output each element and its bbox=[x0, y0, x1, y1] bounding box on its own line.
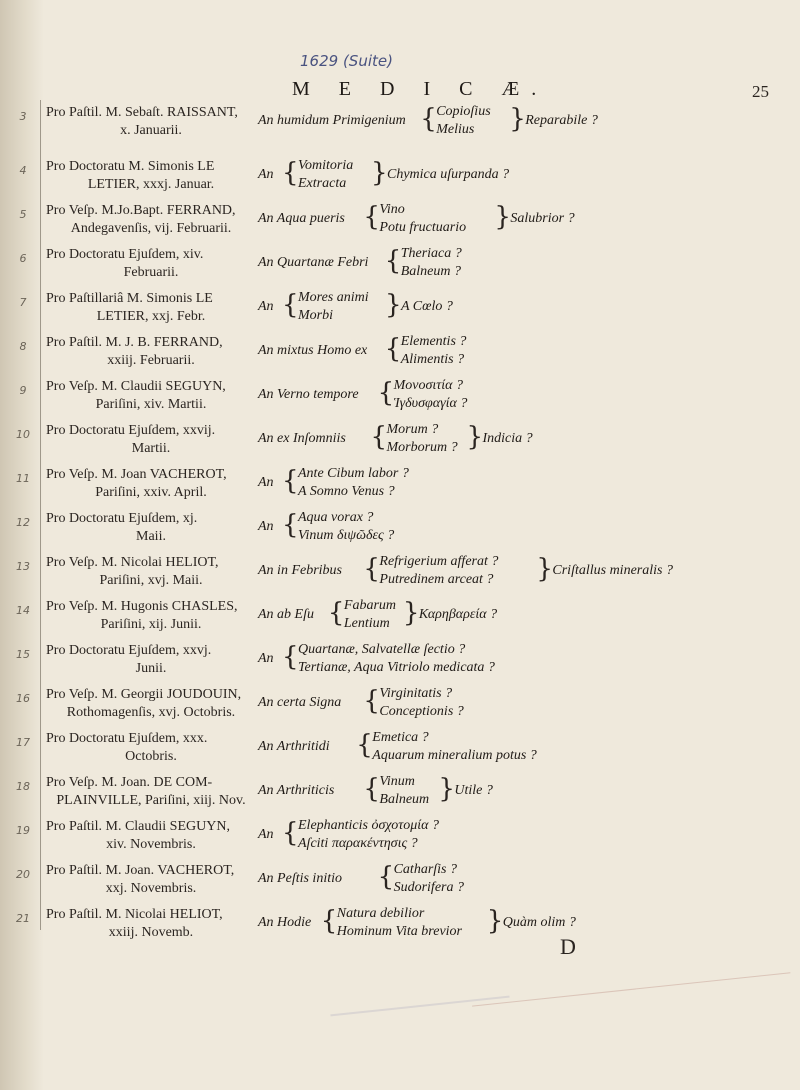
margin-number: 3 bbox=[19, 110, 27, 123]
question-option-2: Tertianæ, Aqua Vitriolo medicata ? bbox=[298, 660, 495, 675]
question-option-1: Catharſis ? bbox=[393, 862, 457, 877]
right-brace: } bbox=[509, 104, 526, 134]
question-option-2: Balneum bbox=[379, 792, 430, 807]
right-brace: } bbox=[371, 158, 388, 188]
thesis-presider bbox=[46, 422, 256, 458]
question-stem: An mixtus Homo ex bbox=[258, 343, 368, 358]
right-brace: } bbox=[438, 774, 455, 804]
presider-line-2: Andegavenſis, vij. Februarii. bbox=[70, 221, 232, 236]
signature-mark: D bbox=[560, 934, 576, 959]
right-brace: } bbox=[494, 202, 511, 232]
right-brace: } bbox=[385, 290, 402, 320]
question-option-2: Conceptionis ? bbox=[379, 704, 464, 719]
presider-line-2: x. Januarii. bbox=[120, 123, 182, 138]
question-option-1: Emetica ? bbox=[372, 730, 429, 745]
thesis-presider bbox=[46, 158, 256, 194]
presider-line-2: Rothomagenſis, xvj. Octobris. bbox=[66, 705, 236, 720]
left-brace: { bbox=[363, 554, 380, 584]
left-brace: { bbox=[356, 730, 373, 760]
margin-number: 19 bbox=[16, 824, 30, 837]
question-option-1: Mores animi bbox=[298, 290, 369, 305]
question-stem: An humidum Primigenium bbox=[258, 113, 406, 128]
question-stem: An Hodie bbox=[258, 915, 312, 930]
thesis-presider bbox=[46, 598, 256, 634]
presider-line-2: Pariſini, xiv. Martii. bbox=[95, 397, 207, 412]
question-predicate: Criſtallus mineralis ? bbox=[552, 563, 673, 578]
presider-line-2: xiv. Novembris. bbox=[106, 837, 196, 852]
presider-line-1: Pro Doctoratu Ejuſdem, xxvj. bbox=[46, 643, 212, 658]
question-option-2: A Somno Venus ? bbox=[298, 484, 395, 499]
thesis-presider bbox=[46, 466, 256, 502]
question-stem: An ab Eſu bbox=[258, 607, 314, 622]
left-brace: { bbox=[370, 422, 388, 452]
presider-line-2: xxiij. Februarii. bbox=[107, 353, 195, 368]
left-brace: { bbox=[363, 686, 380, 716]
margin-number: 20 bbox=[16, 868, 30, 881]
question-stem: An bbox=[258, 519, 274, 534]
question-option-2: Alimentis ? bbox=[400, 352, 465, 367]
right-brace: } bbox=[466, 422, 484, 452]
margin-number: 9 bbox=[19, 384, 27, 397]
question-stem: An bbox=[258, 827, 274, 842]
question-predicate: Utile ? bbox=[454, 783, 493, 798]
margin-rule bbox=[40, 100, 41, 930]
question-option-2: Potu fructuario bbox=[379, 220, 467, 235]
question-option-1: Morum ? bbox=[386, 422, 439, 437]
question-option-1: Aqua vorax ? bbox=[298, 510, 374, 525]
thesis-presider bbox=[46, 104, 256, 140]
question-option-2: Lentium bbox=[343, 616, 390, 631]
page-title: M E D I C Æ. bbox=[292, 78, 549, 100]
presider-line-1: Pro Paſtillariâ M. Simonis LE bbox=[46, 291, 213, 306]
question-predicate: Quàm olim ? bbox=[502, 915, 576, 930]
right-brace: } bbox=[486, 906, 504, 936]
question-option-1: Virginitatis ? bbox=[379, 686, 453, 701]
left-brace: { bbox=[282, 818, 299, 848]
question-predicate: A Cœlo ? bbox=[401, 299, 453, 314]
thesis-presider bbox=[46, 378, 256, 414]
presider-line-1: Pro Doctoratu M. Simonis LE bbox=[46, 159, 215, 174]
question-stem: An Arthritidi bbox=[258, 739, 330, 754]
question-option-1: Refrigerium afferat ? bbox=[379, 554, 499, 569]
question-stem: An ex Inſomniis bbox=[258, 431, 346, 446]
question-predicate: Reparabile ? bbox=[525, 113, 598, 128]
question-option-1: Vino bbox=[379, 202, 405, 217]
question-stem: An bbox=[258, 475, 274, 490]
presider-line-1: Pro Doctoratu Ejuſdem, xiv. bbox=[46, 247, 204, 262]
question-stem: An bbox=[258, 167, 274, 182]
question-option-1: Theriaca ? bbox=[400, 246, 462, 261]
thesis-presider bbox=[46, 642, 256, 678]
question-stem: An Aqua pueris bbox=[258, 211, 345, 226]
question-stem: An certa Signa bbox=[258, 695, 342, 710]
left-brace: { bbox=[384, 246, 402, 276]
thesis-presider bbox=[46, 818, 256, 854]
left-brace: { bbox=[282, 158, 299, 188]
thesis-presider bbox=[46, 202, 256, 238]
thesis-presider bbox=[46, 774, 256, 810]
presider-line-2: PLAINVILLE, Pariſini, xiij. Nov. bbox=[56, 793, 246, 808]
left-brace: { bbox=[327, 598, 345, 628]
question-option-2: Balneum ? bbox=[400, 264, 461, 279]
presider-line-1: Pro Paſtil. M. Nicolai HELIOT, bbox=[46, 907, 223, 922]
question-option-1: Vomitoria bbox=[298, 158, 354, 173]
presider-line-2: Februarii. bbox=[123, 265, 179, 280]
presider-line-2: Pariſini, xxiv. April. bbox=[95, 485, 207, 500]
presider-line-1: Pro Paſtil. M. Claudii SEGUYN, bbox=[46, 819, 230, 834]
left-brace: { bbox=[282, 642, 299, 672]
question-predicate: Chymica uſurpanda ? bbox=[387, 167, 510, 182]
question-stem: An bbox=[258, 299, 274, 314]
margin-number: 12 bbox=[16, 516, 30, 529]
question-option-2: Morborum ? bbox=[386, 440, 458, 455]
presider-line-1: Pro Doctoratu Ejuſdem, xj. bbox=[46, 511, 198, 526]
margin-number: 6 bbox=[19, 252, 27, 265]
question-option-2: Morbi bbox=[298, 308, 333, 323]
presider-line-1: Pro Veſp. M. Nicolai HELIOT, bbox=[46, 555, 219, 570]
question-option-2: Ἱγδυσφαγία ? bbox=[393, 396, 468, 411]
presider-line-1: Pro Paſtil. M. Sebaſt. RAISSANT, bbox=[46, 105, 238, 120]
presider-line-2: Martii. bbox=[131, 441, 171, 456]
margin-number: 11 bbox=[16, 472, 30, 485]
question-option-2: Aſciti παρακέντησις ? bbox=[298, 836, 418, 851]
question-option-1: Μονοσιτία ? bbox=[393, 378, 464, 393]
left-brace: { bbox=[363, 202, 380, 232]
presider-line-1: Pro Veſp. M. Georgii JOUDOUIN, bbox=[46, 687, 242, 702]
presider-line-2: LETIER, xxxj. Januar. bbox=[87, 177, 215, 192]
presider-line-1: Pro Paſtil. M. J. B. FERRAND, bbox=[46, 335, 223, 350]
question-option-1: Copioſius bbox=[436, 104, 491, 119]
presider-line-1: Pro Veſp. M. Hugonis CHASLES, bbox=[46, 599, 238, 614]
presider-line-1: Pro Veſp. M. Joan VACHEROT, bbox=[46, 467, 227, 482]
margin-number: 4 bbox=[19, 164, 27, 177]
left-brace: { bbox=[420, 104, 437, 134]
question-option-1: Ante Cibum labor ? bbox=[298, 466, 409, 481]
faded-stamp bbox=[470, 948, 791, 1006]
margin-number: 10 bbox=[16, 428, 30, 441]
thesis-presider bbox=[46, 730, 256, 766]
thesis-presider bbox=[46, 246, 256, 282]
presider-line-1: Pro Doctoratu Ejuſdem, xxx. bbox=[46, 731, 208, 746]
margin-number: 13 bbox=[16, 560, 30, 573]
presider-line-2: LETIER, xxj. Febr. bbox=[96, 309, 206, 324]
question-option-2: Aquarum mineralium potus ? bbox=[372, 748, 537, 763]
presider-line-2: Pariſini, xij. Junii. bbox=[100, 617, 202, 632]
margin-number: 16 bbox=[16, 692, 30, 705]
margin-number: 14 bbox=[16, 604, 30, 617]
thesis-presider bbox=[46, 510, 256, 546]
question-option-1: Elementis ? bbox=[400, 334, 467, 349]
question-stem: An Quartanæ Febri bbox=[258, 255, 369, 270]
thesis-presider bbox=[46, 554, 256, 590]
question-stem: An Arthriticis bbox=[258, 783, 335, 798]
question-stem: An Peſtis initio bbox=[258, 871, 342, 886]
presider-line-1: Pro Doctoratu Ejuſdem, xxvij. bbox=[46, 423, 216, 438]
left-brace: { bbox=[320, 906, 338, 936]
question-option-2: Extracta bbox=[298, 176, 347, 191]
presider-line-2: xxj. Novembris. bbox=[105, 881, 197, 896]
margin-number: 17 bbox=[16, 736, 30, 749]
question-stem: An bbox=[258, 651, 274, 666]
left-brace: { bbox=[282, 466, 299, 496]
right-brace: } bbox=[536, 554, 553, 584]
thesis-presider bbox=[46, 862, 256, 898]
question-stem: An Verno tempore bbox=[258, 387, 359, 402]
question-predicate: Salubrior ? bbox=[510, 211, 575, 226]
question-stem: An in Febribus bbox=[258, 563, 342, 578]
thesis-presider bbox=[46, 334, 256, 370]
margin-number: 5 bbox=[19, 208, 27, 221]
thesis-presider bbox=[46, 906, 256, 942]
margin-number: 15 bbox=[16, 648, 30, 661]
question-option-2: Vinum διψῶδες ? bbox=[298, 528, 395, 543]
left-brace: { bbox=[282, 290, 299, 320]
left-brace: { bbox=[363, 774, 380, 804]
margin-number: 18 bbox=[16, 780, 30, 793]
margin-number: 7 bbox=[19, 296, 27, 309]
presider-line-2: Pariſini, xvj. Maii. bbox=[99, 573, 203, 588]
question-predicate: Καρηβαρεία ? bbox=[418, 607, 498, 622]
left-brace: { bbox=[282, 510, 299, 540]
question-option-2: Melius bbox=[436, 122, 475, 137]
question-option-1: Quartanæ, Salvatellæ ſectio ? bbox=[298, 642, 466, 657]
faded-stamp-line bbox=[330, 996, 509, 1017]
question-option-2: Putredinem arceat ? bbox=[379, 572, 494, 587]
question-option-1: Fabarum bbox=[343, 598, 397, 613]
folio-number: 25 bbox=[752, 82, 769, 101]
presider-line-1: Pro Veſp. M.Jo.Bapt. FERRAND, bbox=[46, 203, 236, 218]
margin-number: 8 bbox=[19, 340, 27, 353]
thesis-presider bbox=[46, 686, 256, 722]
presider-line-1: Pro Paſtil. M. Joan. VACHEROT, bbox=[46, 863, 235, 878]
presider-line-2: Junii. bbox=[135, 661, 167, 676]
left-brace: { bbox=[377, 378, 395, 408]
question-option-2: Hominum Vita brevior bbox=[336, 924, 463, 939]
question-predicate: Indicia ? bbox=[482, 431, 533, 446]
presider-line-2: Maii. bbox=[136, 529, 166, 544]
question-option-1: Vinum bbox=[379, 774, 415, 789]
right-brace: } bbox=[402, 598, 420, 628]
left-brace: { bbox=[384, 334, 402, 364]
left-brace: { bbox=[377, 862, 395, 892]
handwritten-annotation: 1629 (Suite) bbox=[300, 52, 393, 70]
question-option-1: Natura debilior bbox=[336, 906, 425, 921]
question-option-2: Sudorifera ? bbox=[393, 880, 464, 895]
margin-number: 21 bbox=[16, 912, 30, 925]
presider-line-1: Pro Veſp. M. Joan. DE COM- bbox=[46, 775, 213, 790]
question-option-1: Elephanticis ὀσχοτομία ? bbox=[298, 818, 440, 833]
presider-line-2: Octobris. bbox=[125, 749, 177, 764]
thesis-presider bbox=[46, 290, 256, 326]
presider-line-2: xxiij. Novemb. bbox=[108, 925, 194, 940]
presider-line-1: Pro Veſp. M. Claudii SEGUYN, bbox=[46, 379, 226, 394]
